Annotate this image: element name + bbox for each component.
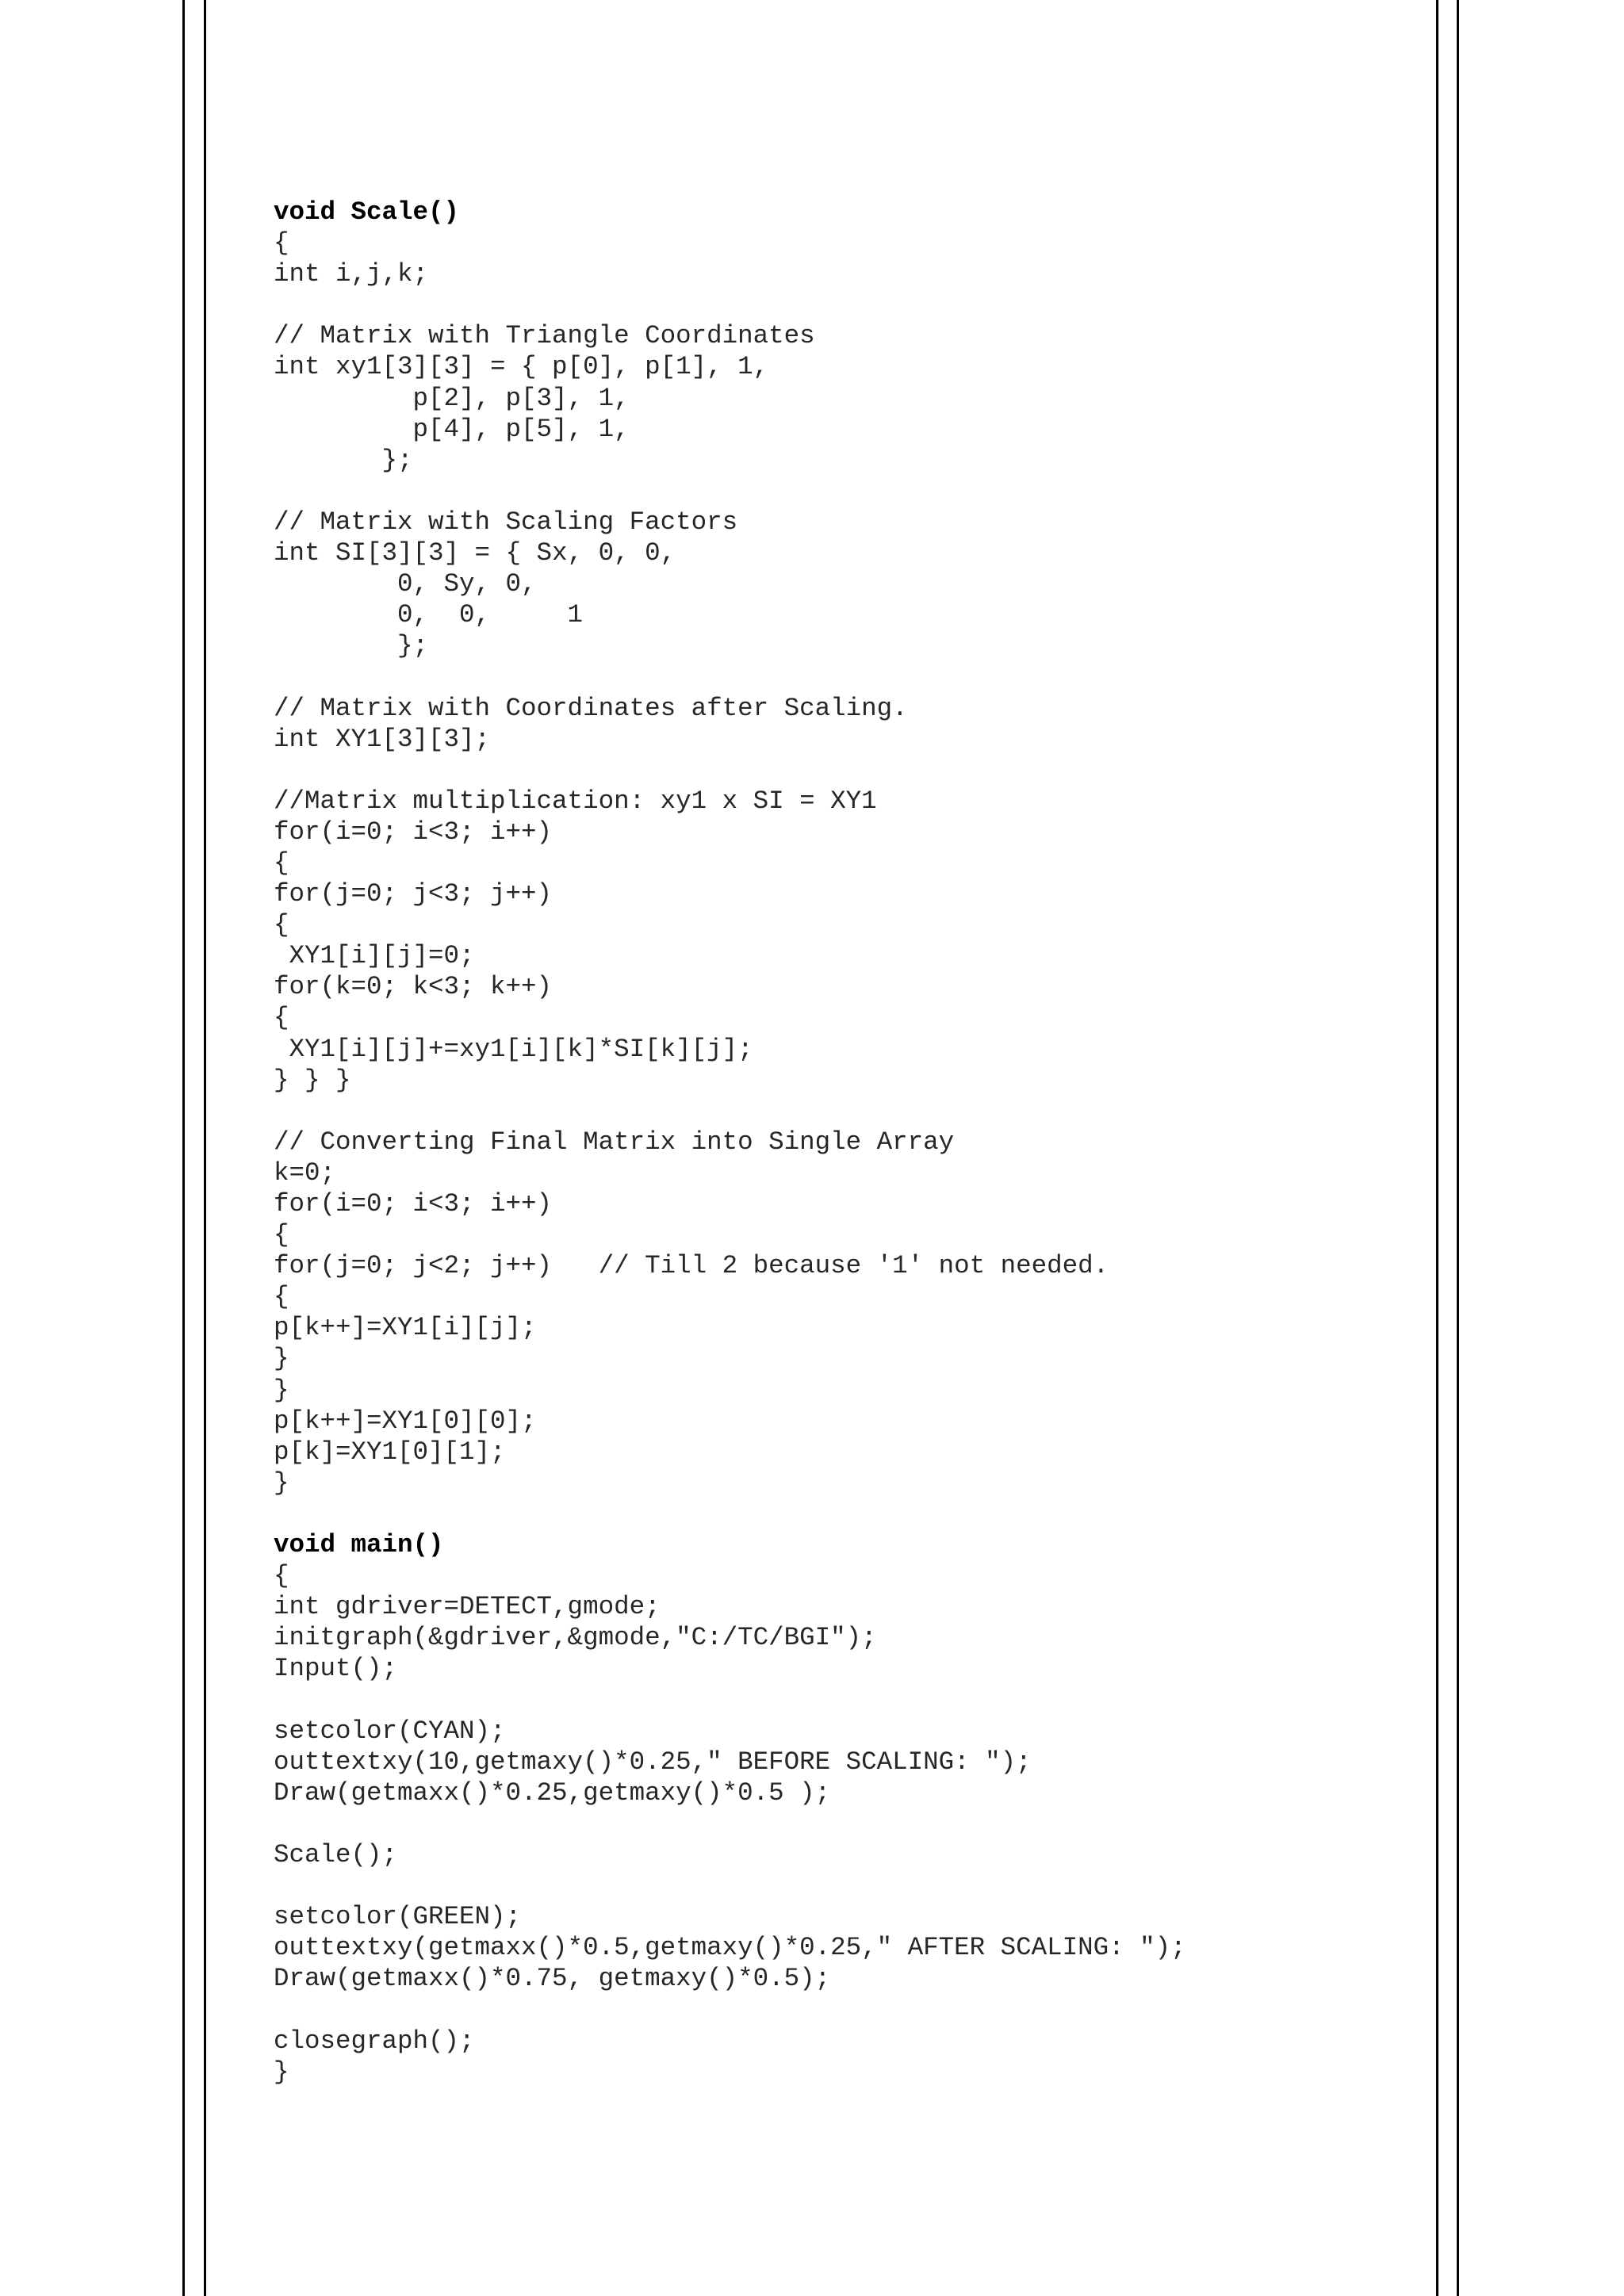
code-line: setcolor(GREEN);	[274, 1902, 522, 1932]
code-line	[274, 755, 1186, 786]
code-line: };	[274, 445, 413, 475]
code-line: int i,j,k;	[274, 259, 429, 289]
page-border-right-inner	[1436, 0, 1438, 2296]
page-border-left-outer	[182, 0, 185, 2296]
code-line	[274, 1808, 1186, 1839]
code-line: closegraph();	[274, 2026, 475, 2056]
code-line: p[k]=XY1[0][1];	[274, 1437, 506, 1467]
code-line: {	[274, 1282, 289, 1312]
code-line: Draw(getmaxx()*0.75, getmaxy()*0.5);	[274, 1964, 831, 1994]
code-line	[274, 289, 1186, 320]
code-line: {	[274, 848, 289, 878]
code-line: int gdriver=DETECT,gmode;	[274, 1592, 661, 1622]
code-line: p[2], p[3], 1,	[274, 383, 630, 413]
code-line: }	[274, 2057, 289, 2087]
code-line: 0, 0, 1	[274, 600, 584, 630]
code-line: p[k++]=XY1[i][j];	[274, 1313, 537, 1343]
code-line: p[k++]=XY1[0][0];	[274, 1406, 537, 1436]
code-line: int XY1[3][3];	[274, 724, 491, 754]
code-line	[274, 1498, 1186, 1529]
code-line: }	[274, 1344, 289, 1374]
code-line: {	[274, 1561, 289, 1591]
code-line	[274, 476, 1186, 507]
code-line: // Matrix with Scaling Factors	[274, 507, 738, 537]
function-signature: void Scale()	[274, 197, 460, 227]
code-line: XY1[i][j]+=xy1[i][k]*SI[k][j];	[274, 1034, 753, 1064]
code-line: Input();	[274, 1654, 398, 1684]
code-line: int SI[3][3] = { Sx, 0, 0,	[274, 538, 676, 568]
page-border-left-inner	[204, 0, 206, 2296]
code-line: for(j=0; j<2; j++) // Till 2 because '1' not needed.	[274, 1251, 1109, 1281]
code-line: XY1[i][j]=0;	[274, 941, 475, 971]
code-line: // Converting Final Matrix into Single Array	[274, 1127, 955, 1157]
code-line: p[4], p[5], 1,	[274, 414, 630, 444]
code-line: {	[274, 910, 289, 940]
code-line: // Matrix with Triangle Coordinates	[274, 321, 815, 351]
code-line: outtextxy(getmaxx()*0.5,getmaxy()*0.25," AFTER SCALING: ");	[274, 1933, 1186, 1963]
code-line: {	[274, 1003, 289, 1033]
code-line: int xy1[3][3] = { p[0], p[1], 1,	[274, 352, 769, 382]
page-border-right-outer	[1457, 0, 1459, 2296]
code-line: setcolor(CYAN);	[274, 1716, 506, 1746]
code-line: for(i=0; i<3; i++)	[274, 1189, 553, 1219]
code-line	[274, 1994, 1186, 2025]
code-line: {	[274, 228, 289, 258]
code-line: initgraph(&gdriver,&gmode,"C:/TC/BGI");	[274, 1623, 877, 1653]
code-line: }	[274, 1468, 289, 1498]
code-line	[274, 1096, 1186, 1127]
code-line	[274, 661, 1186, 692]
code-line: // Matrix with Coordinates after Scaling.	[274, 693, 908, 723]
code-line: for(k=0; k<3; k++)	[274, 972, 553, 1002]
code-line: Draw(getmaxx()*0.25,getmaxy()*0.5 );	[274, 1777, 831, 1808]
code-line: } } }	[274, 1065, 351, 1095]
code-line: //Matrix multiplication: xy1 x SI = XY1	[274, 786, 877, 816]
code-listing	[274, 197, 1186, 2087]
code-line	[274, 1685, 1186, 1716]
code-line: k=0;	[274, 1158, 336, 1188]
function-signature: void main()	[274, 1530, 444, 1560]
code-line: for(i=0; i<3; i++)	[274, 817, 553, 847]
code-line: };	[274, 631, 429, 661]
code-line: {	[274, 1220, 289, 1250]
code-line: Scale();	[274, 1839, 398, 1869]
code-line: }	[274, 1375, 289, 1405]
code-line: 0, Sy, 0,	[274, 569, 537, 599]
code-line: for(j=0; j<3; j++)	[274, 879, 553, 909]
code-line	[274, 1870, 1186, 1901]
code-line: outtextxy(10,getmaxy()*0.25," BEFORE SCALING: ");	[274, 1747, 1032, 1777]
